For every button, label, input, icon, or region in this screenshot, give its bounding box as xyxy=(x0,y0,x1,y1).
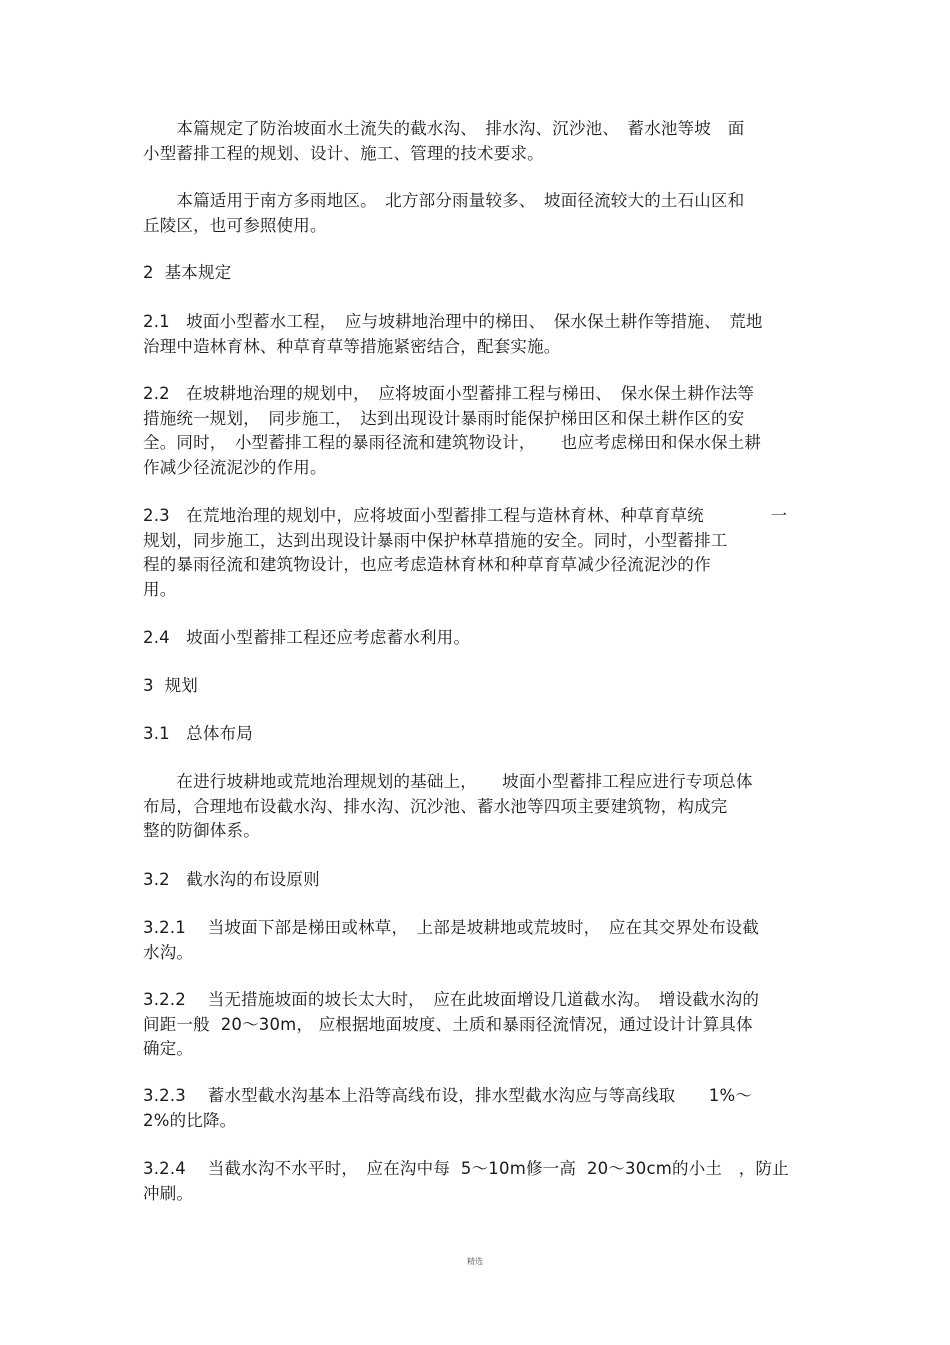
text-line: 水沟。 xyxy=(143,942,194,962)
text-line: 用。 xyxy=(143,579,177,599)
paragraph-9 xyxy=(143,722,808,747)
text-line: 整的防御体系。 xyxy=(143,821,260,840)
text-line: 3.1 总体布局 xyxy=(143,724,253,743)
paragraph-11 xyxy=(143,868,808,893)
paragraph-6 xyxy=(143,504,808,602)
text-line: 3 规划 xyxy=(143,676,198,695)
text-line: 2.1 坡面小型蓄水工程， 应与坡耕地治理中的梯田、 保水保土耕作等措施、 荒地 xyxy=(143,312,763,331)
paragraph-2 xyxy=(143,189,808,238)
paragraph-13 xyxy=(143,988,808,1062)
text-line: 本篇适用于南方多雨地区。 北方部分雨量较多、 坡面径流较大的土石山区和 xyxy=(143,191,745,210)
text-line: 2.3 在荒地治理的规划中，应将坡面小型蓄排工程与造林育林、种草育草统 一 xyxy=(143,506,788,525)
text-line: 程的暴雨径流和建筑物设计，也应考虑造林育林和种草育草减少径流泥沙的作 xyxy=(143,555,711,574)
paragraph-4 xyxy=(143,310,808,359)
text-line: 治理中造林育林、种草育草等措施紧密结合，配套实施。 xyxy=(143,336,561,356)
paragraph-10 xyxy=(143,770,808,844)
paragraph-12 xyxy=(143,916,808,965)
text-line: 2.4 坡面小型蓄排工程还应考虑蓄水利用。 xyxy=(143,628,471,647)
text-line: 间距一般 20～30m， 应根据地面坡度、土质和暴雨径流情况，通过设计计算具体 xyxy=(143,1014,753,1034)
paragraph-3 xyxy=(143,261,808,286)
text-line: 3.2.2 当无措施坡面的坡长太大时， 应在此坡面增设几道截水沟。 增设截水沟的 xyxy=(143,990,760,1009)
text-line: 3.2 截水沟的布设原则 xyxy=(143,870,320,889)
paragraph-8 xyxy=(143,674,808,699)
text-line: 布局，合理地布设截水沟、排水沟、沉沙池、蓄水池等四项主要建筑物，构成完 xyxy=(143,796,728,816)
paragraph-7 xyxy=(143,626,808,651)
paragraph-1 xyxy=(143,117,808,166)
text-line: 2.2 在坡耕地治理的规划中， 应将坡面小型蓄排工程与梯田、 保水保土耕作法等 xyxy=(143,384,755,403)
page-footer: 精选 xyxy=(467,1257,483,1266)
text-line: 措施统一规划， 同步施工， 达到出现设计暴雨时能保护梯田区和保土耕作区的安 xyxy=(143,408,745,428)
paragraph-5 xyxy=(143,382,808,480)
paragraph-14 xyxy=(143,1084,808,1133)
text-line: 冲刷。 xyxy=(143,1183,194,1203)
text-line: 3.2.4 当截水沟不水平时， 应在沟中每 5～10m修一高 20～30cm的小土 ，防止 xyxy=(143,1159,789,1178)
text-line: 2%的比降。 xyxy=(143,1110,237,1130)
text-line: 作减少径流泥沙的作用。 xyxy=(143,457,327,477)
text-line: 规划，同步施工，达到出现设计暴雨中保护林草措施的安全。同时，小型蓄排工 xyxy=(143,530,728,550)
text-line: 小型蓄排工程的规划、设计、施工、管理的技术要求。 xyxy=(143,143,544,163)
text-line: 2 基本规定 xyxy=(143,263,232,282)
text-line: 全。同时， 小型蓄排工程的暴雨径流和建筑物设计， 也应考虑梯田和保水保土耕 xyxy=(143,433,762,452)
text-line: 3.2.1 当坡面下部是梯田或林草， 上部是坡耕地或荒坡时， 应在其交界处布设截 xyxy=(143,918,760,937)
text-line: 在进行坡耕地或荒地治理规划的基础上， 坡面小型蓄排工程应进行专项总体 xyxy=(143,772,753,791)
text-line: 3.2.3 蓄水型截水沟基本上沿等高线布设，排水型截水沟应与等高线取 1%～ xyxy=(143,1086,753,1105)
text-line: 本篇规定了防治坡面水土流失的截水沟、 排水沟、沉沙池、 蓄水池等坡 面 xyxy=(143,119,745,138)
paragraph-15 xyxy=(143,1157,808,1206)
text-line: 确定。 xyxy=(143,1039,194,1058)
text-line: 丘陵区，也可参照使用。 xyxy=(143,215,327,235)
